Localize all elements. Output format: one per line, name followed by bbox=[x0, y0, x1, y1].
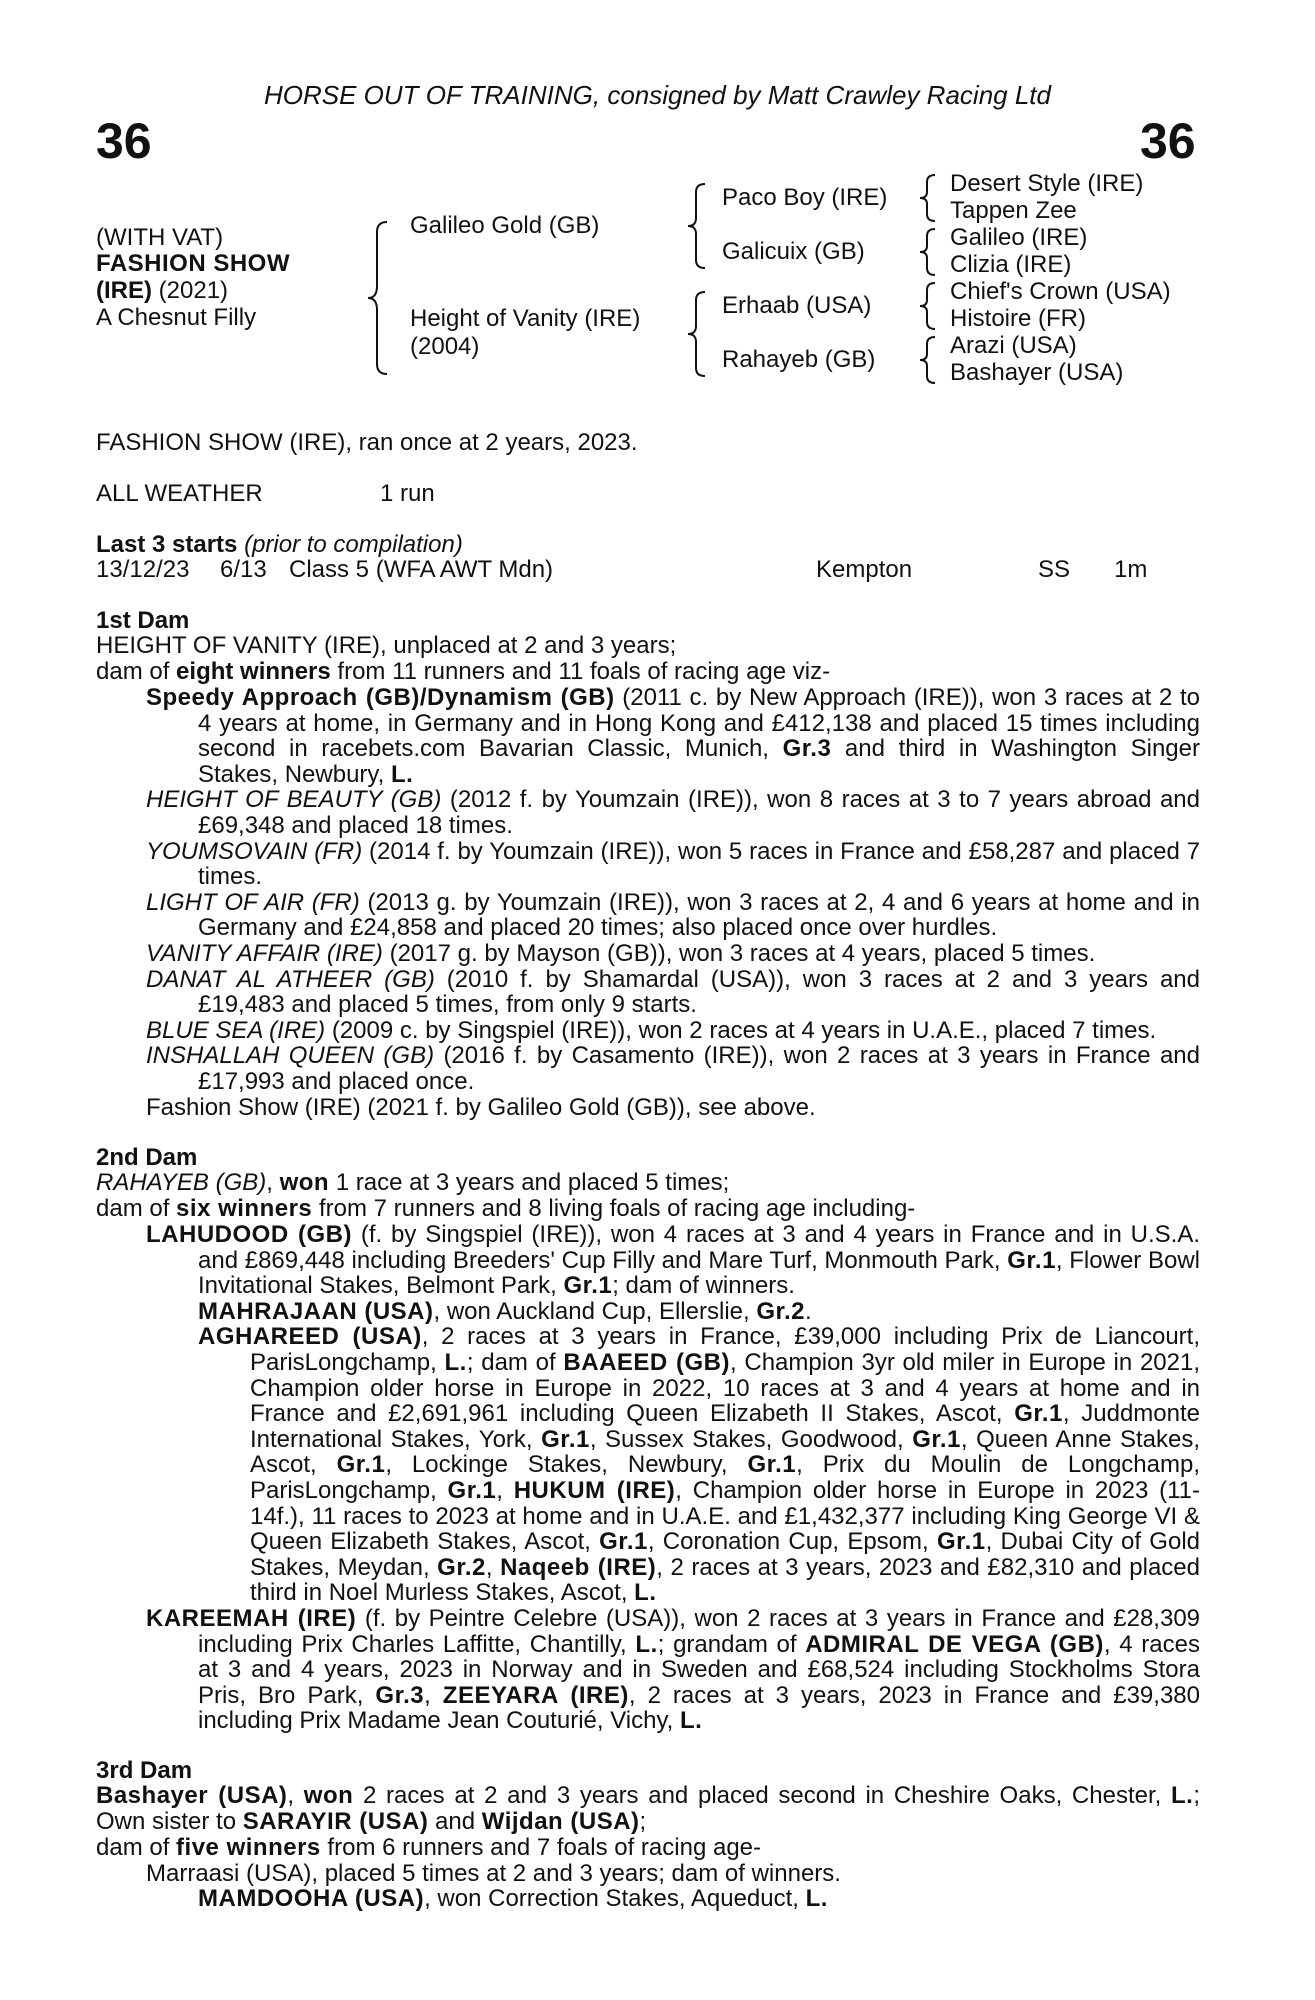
pedigree-grandsire-4: Rahayeb (GB) bbox=[722, 346, 876, 373]
progeny-entry: DANAT AL ATHEER (GB) (2010 f. by Shamardal (USA)), won 3 races at 2 and 3 years and £19,483 and placed 5 times, from only 9 starts. bbox=[146, 965, 1200, 1019]
horse-name-suffix bbox=[96, 278, 228, 304]
pedigree-ggs-3: Galileo (IRE) bbox=[950, 224, 1088, 251]
all-weather-runs: 1 run bbox=[380, 480, 435, 507]
pedigree-ggs-brace-3 bbox=[917, 280, 939, 332]
second-dam-heading: 2nd Dam bbox=[96, 1144, 198, 1171]
last-starts-note: (prior to compilation) bbox=[244, 531, 463, 558]
third-dam-progeny-1: Marraasi (USA), placed 5 times at 2 and 3 years; dam of winners. bbox=[146, 1860, 841, 1887]
progeny-entry: Speedy Approach (GB)/Dynamism (GB) (2011 c. by New Approach (IRE)), won 3 races at 2 to 4 years at home, in Germany and in Hong Kong and £412,138 and placed 15 times including second in racebets.com Bavarian Classic, Munich, Gr.3 and third in Washington Singer Stakes, Newbury, L. bbox=[146, 684, 1200, 788]
progeny-entry: AGHAREED (USA), 2 races at 3 years in France, £39,000 including Prix de Liancourt, ParisLongchamp, L.; dam of BAAEED (GB), Champion 3yr old miler in Europe in 2021, Champion older horse in Europe in 2022, 10 races at 3 and 4 years at home and in France and £2,691,961 including Queen Elizabeth II Stakes, Ascot, Gr.1, Juddmonte International Stakes, York, Gr.1, Sussex Stakes, Goodwood, Gr.1, Queen Anne Stakes, Ascot, Gr.1, Lockinge Stakes, Newbury, Gr.1, Prix du Moulin de Longchamp, ParisLongchamp, Gr.1, HUKUM (IRE), Champion older horse in Europe in 2023 (11-14f.), 11 races to 2023 at home and in U.A.E. and £1,432,377 including King George VI & Queen Elizabeth Stakes, Ascot, Gr.1, Coronation Cup, Epsom, Gr.1, Dubai City of Gold Stakes, Meydan, Gr.2, Naqeeb (IRE), 2 races at 3 years, 2023 and £82,310 and placed third in Noel Murless Stakes, Ascot, L. bbox=[198, 1323, 1201, 1607]
progeny-entry: INSHALLAH QUEEN (GB) (2016 f. by Casamento (IRE)), won 2 races at 3 years in France and £17,993 and placed once. bbox=[146, 1042, 1200, 1095]
progeny-entry: MAHRAJAAN (USA), won Auckland Cup, Ellerslie, Gr.2. bbox=[198, 1297, 812, 1325]
pedigree-grandsire-2: Galicuix (GB) bbox=[722, 238, 865, 265]
third-dam-line2: dam of five winners from 6 runners and 7 foals of racing age- bbox=[96, 1834, 762, 1861]
last-starts-heading: Last 3 starts bbox=[96, 531, 238, 558]
pedigree-grandsire-3: Erhaab (USA) bbox=[722, 292, 872, 319]
race-summary: FASHION SHOW (IRE), ran once at 2 years, 2023. bbox=[96, 429, 638, 456]
progeny-entry: LAHUDOOD (GB) (f. by Singspiel (IRE)), won 4 races at 3 and 4 years in France and in U.S.A. and £869,448 including Breeders' Cup Filly and Mare Turf, Monmouth Park, Gr.1, Flower Bowl Invitational Stakes, Belmont Park, Gr.1; dam of winners. bbox=[146, 1221, 1200, 1300]
horse-name: FASHION SHOW bbox=[96, 250, 291, 277]
winners-count: eight winners bbox=[176, 658, 331, 685]
last-start-date: 13/12/23 bbox=[96, 556, 190, 583]
third-dam-line1: Bashayer (USA), won 2 races at 2 and 3 years and placed second in Cheshire Oaks, Chester, L.; Own sister to SARAYIR (USA) and Wijdan (USA); bbox=[96, 1782, 1200, 1835]
vat-label: (WITH VAT) bbox=[96, 224, 224, 251]
last-start-distance: 1m bbox=[1114, 556, 1148, 583]
lot-number-left: 36 bbox=[96, 113, 152, 169]
pedigree-ggs-2: Tappen Zee bbox=[950, 197, 1077, 224]
progeny-entry: YOUMSOVAIN (FR) (2014 f. by Youmzain (IRE)), won 5 races in France and £58,287 and placed 7 times. bbox=[146, 837, 1200, 891]
third-dam-heading: 3rd Dam bbox=[96, 1757, 193, 1784]
progeny-entry: KAREEMAH (IRE) (f. by Peintre Celebre (USA)), won 2 races at 3 years in France and £28,309 including Prix Charles Laffitte, Chantilly, L.; grandam of ADMIRAL DE VEGA (GB), 4 races at 3 and 4 years, 2023 in Norway and in Sweden and £68,524 including Stockholms Stora Pris, Bro Park, Gr.3, ZEEYARA (IRE), 2 races at 3 years, 2023 in France and £39,380 including Prix Madame Jean Couturié, Vichy, L. bbox=[146, 1604, 1201, 1735]
lot-number-right: 36 bbox=[1140, 113, 1196, 169]
pedigree-ggs-8: Bashayer (USA) bbox=[950, 359, 1124, 386]
progeny-entry: BLUE SEA (IRE) (2009 c. by Singspiel (IRE)), won 2 races at 4 years in U.A.E., placed 7 times. bbox=[146, 1016, 1157, 1044]
second-dam-line1: RAHAYEB (GB), won 1 race at 3 years and placed 5 times; bbox=[96, 1169, 730, 1196]
pedigree-ggs-5: Chief's Crown (USA) bbox=[950, 278, 1171, 305]
pedigree-dam-year: (2004) bbox=[410, 333, 480, 360]
pedigree-ggs-6: Histoire (FR) bbox=[950, 305, 1086, 332]
pedigree-ggs-7: Arazi (USA) bbox=[950, 332, 1077, 359]
horse-description: A Chesnut Filly bbox=[96, 304, 257, 331]
page-header-title: HORSE OUT OF TRAINING, consigned by Matt Crawley Racing Ltd bbox=[264, 80, 1051, 110]
last-start-course: Kempton bbox=[816, 556, 913, 583]
progeny-entry: LIGHT OF AIR (FR) (2013 g. by Youmzain (IRE)), won 3 races at 2, 4 and 6 years at home and in Germany and £24,858 and placed 20 times; also placed once over hurdles. bbox=[146, 888, 1200, 942]
progeny-entry: Fashion Show (IRE) (2021 f. by Galileo Gold (GB)), see above. bbox=[146, 1093, 816, 1121]
last-starts-heading-row bbox=[96, 532, 463, 558]
first-dam-line1: HEIGHT OF VANITY (IRE), unplaced at 2 and 3 years; bbox=[96, 632, 677, 659]
progeny-entry: VANITY AFFAIR (IRE) (2017 g. by Mayson (GB)), won 3 races at 4 years, placed 5 times. bbox=[146, 939, 1096, 967]
progeny-entry: HEIGHT OF BEAUTY (GB) (2012 f. by Youmzain (IRE)), won 8 races at 3 to 7 years abroad and £69,348 and placed 18 times. bbox=[146, 786, 1200, 839]
pedigree-ggs-1: Desert Style (IRE) bbox=[950, 170, 1144, 197]
last-start-race: Class 5 (WFA AWT Mdn) bbox=[289, 556, 554, 583]
first-dam-line2: dam of eight winners from 11 runners and 11 foals of racing age viz- bbox=[96, 658, 831, 685]
horse-country: (IRE) bbox=[96, 277, 152, 304]
pedigree-main-brace bbox=[365, 218, 395, 378]
pedigree-ggs-brace-2 bbox=[917, 226, 939, 278]
last-start-position: 6/13 bbox=[220, 556, 267, 583]
pedigree-dam-brace bbox=[685, 288, 711, 380]
pedigree-ggs-brace-1 bbox=[917, 172, 939, 224]
pedigree-sire-brace bbox=[685, 180, 711, 272]
first-dam-progeny-list bbox=[146, 685, 1200, 1120]
first-dam-heading: 1st Dam bbox=[96, 607, 190, 634]
second-dam-line2: dam of six winners from 7 runners and 8 living foals of racing age including- bbox=[96, 1195, 916, 1222]
pedigree-ggs-brace-4 bbox=[917, 334, 939, 386]
all-weather-label: ALL WEATHER bbox=[96, 480, 263, 507]
second-dam-progeny-list bbox=[146, 1222, 1200, 1734]
pedigree-ggs-4: Clizia (IRE) bbox=[950, 251, 1072, 278]
pedigree-dam: Height of Vanity (IRE) bbox=[410, 305, 641, 332]
last-start-going: SS bbox=[1038, 556, 1071, 583]
horse-year: (2021) bbox=[152, 277, 229, 304]
pedigree-grandsire-1: Paco Boy (IRE) bbox=[722, 184, 888, 211]
third-dam-progeny-2: MAMDOOHA (USA), won Correction Stakes, Aqueduct, L. bbox=[198, 1885, 828, 1912]
pedigree-sire: Galileo Gold (GB) bbox=[410, 212, 600, 239]
